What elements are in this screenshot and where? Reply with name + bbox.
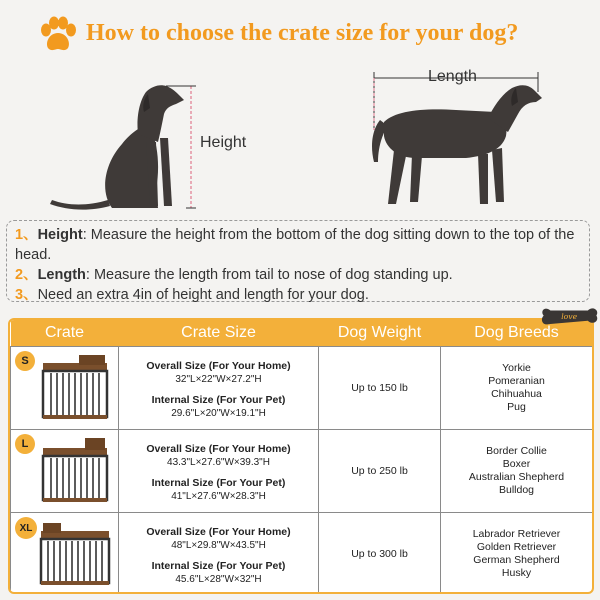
dog-breeds-cell [441,347,593,430]
crate-size-cell [119,430,319,513]
instruction-line [15,265,581,285]
breed-name: Yorkie [502,362,531,374]
crate-cell [11,347,119,430]
breed-name: Boxer [502,458,531,470]
instruction-line [15,225,581,265]
crate-cell [11,513,119,595]
dog-weight-cell: Up to 150 lb [319,347,441,430]
standing-dog-illustration [366,70,546,210]
table-header-row [11,320,593,347]
crate-cell [11,430,119,513]
column-header-crate-size: Crate Size [119,320,319,347]
column-header-dog-weight: Dog Weight [319,320,441,347]
instruction-number: 2、 [15,267,38,283]
instruction-key: Length [37,267,86,283]
breed-name: Bulldog [498,484,535,496]
column-header-dog-breeds-label: Dog Breeds [474,324,559,341]
crate-image [39,353,111,425]
crate-image [39,436,111,508]
instruction-key: Height [37,227,83,243]
dog-breeds-cell [441,513,593,595]
breed-name: Golden Retriever [476,541,557,553]
table-row [11,430,593,513]
sitting-dog-illustration [48,72,198,210]
instruction-number: 1、 [15,227,38,243]
breed-name: Labrador Retriever [472,528,561,540]
dog-breeds-cell [441,430,593,513]
size-badge: S [15,351,35,371]
table-row [11,513,593,595]
overall-size-value: 43.3"L×27.6"W×39.3"H [167,456,270,468]
page-title: How to choose the crate size for your dog? [86,20,519,46]
instruction-line [15,285,581,305]
overall-size-label: Overall Size (For Your Home) [146,442,291,455]
internal-size-label: Internal Size (For Your Pet) [151,559,286,572]
overall-size-label: Overall Size (For Your Home) [146,359,291,372]
internal-size-value: 29.6"L×20"W×19.1"H [171,407,266,419]
internal-size-value: 41"L×27.6"W×28.3"H [171,490,266,502]
dog-weight-cell: Up to 250 lb [319,430,441,513]
instruction-text: Need an extra 4in of height and length for your dog. [37,287,369,303]
breed-name: Husky [501,567,532,579]
header [0,6,600,62]
breed-name: Pomeranian [488,375,545,387]
column-header-crate: Crate [11,320,119,347]
crate-image [39,519,111,591]
size-badge: L [15,434,35,454]
crate-size-cell [119,513,319,595]
internal-size-label: Internal Size (For Your Pet) [151,476,286,489]
dog-measurement-illustration [0,56,600,216]
height-label: Height [200,134,247,151]
size-badge: XL [15,517,37,539]
breed-name: German Shepherd [473,554,560,566]
length-label: Length [428,68,477,85]
table-row [11,347,593,430]
internal-size-value: 45.6"L×28"W×32"H [175,573,262,585]
dog-weight-cell: Up to 300 lb [319,513,441,595]
bone-label: love [561,312,578,321]
internal-size-label: Internal Size (For Your Pet) [151,393,286,406]
breed-name: Border Collie [486,445,547,457]
overall-size-value: 48"L×29.8"W×43.5"H [171,539,266,551]
instruction-text: : Measure the height from the bottom of the dog sitting down to the top of the head. [15,227,575,263]
paw-icon [38,16,78,54]
overall-size-value: 32"L×22"W×27.2"H [175,373,262,385]
measurement-instructions [6,220,590,302]
crate-size-table [8,318,594,594]
crate-size-cell [119,347,319,430]
bone-icon [540,302,600,336]
instruction-text: : Measure the length from tail to nose of dog standing up. [85,267,453,283]
breed-name: Australian Shepherd [468,471,565,483]
breed-name: Chihuahua [491,388,542,400]
overall-size-label: Overall Size (For Your Home) [146,525,291,538]
instruction-number: 3、 [15,287,38,303]
breed-name: Pug [507,401,526,413]
